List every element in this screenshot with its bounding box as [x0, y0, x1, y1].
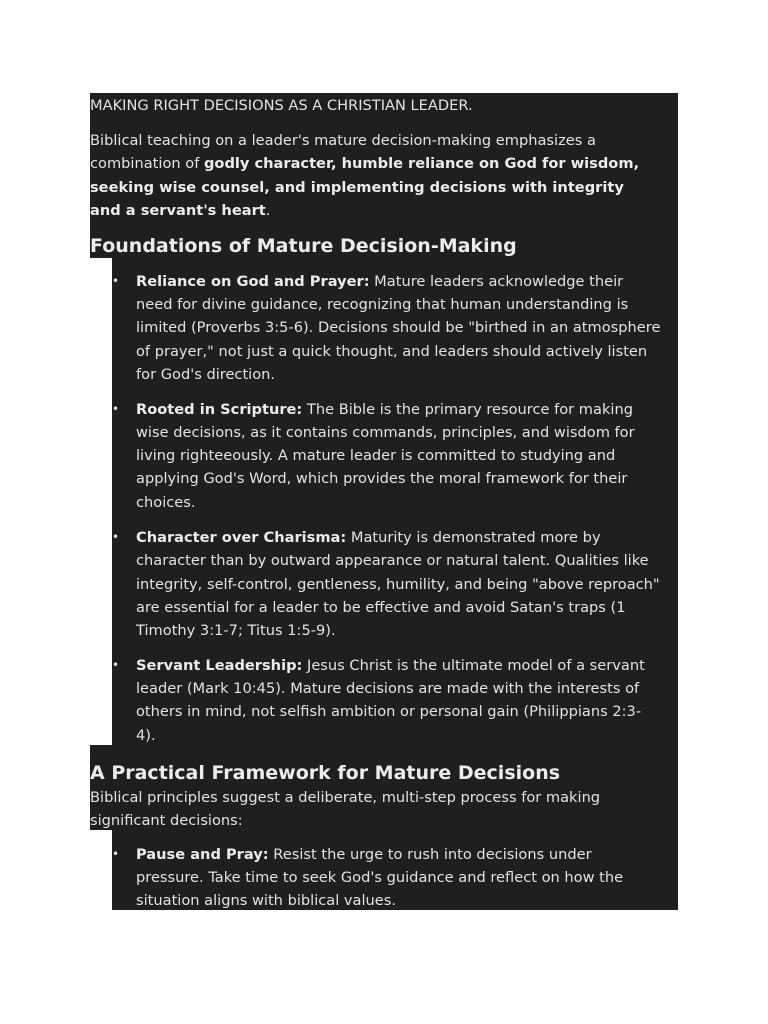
framework-intro-line: Biblical principles suggest a deliberate, multi-step process for making	[90, 789, 601, 806]
bullet-icon: •	[112, 274, 120, 288]
list-item-line: applying God's Word, which provides the moral framework for their	[136, 470, 628, 487]
list-item-label: Rooted in Scripture:	[136, 401, 303, 418]
intro-text: .	[265, 202, 271, 219]
list-item-line: situation aligns with biblical values.	[136, 892, 397, 909]
list-item-line: of prayer," not just a quick thought, and leaders should actively listen	[136, 343, 648, 360]
document-title: MAKING RIGHT DECISIONS AS A CHRISTIAN LEADER.	[90, 97, 473, 114]
intro-line: Biblical teaching on a leader's mature decision-making emphasizes a	[90, 132, 596, 149]
list-item-text: Jesus Christ is the ultimate model of a servant	[302, 657, 645, 674]
list-item-line	[136, 654, 645, 677]
list-item-line: choices.	[136, 494, 196, 511]
list-item-line	[136, 398, 633, 421]
list-item-line	[136, 526, 601, 549]
bullet-icon: •	[112, 530, 120, 544]
list-item-line: character than by outward appearance or natural talent. Qualities like	[136, 552, 649, 569]
list-item-line: leader (Mark 10:45). Mature decisions are made with the interests of	[136, 680, 640, 697]
list-item-text: Resist the urge to rush into decisions under	[268, 846, 592, 863]
list-item-line: limited (Proverbs 3:5-6). Decisions should be "birthed in an atmosphere	[136, 319, 661, 336]
list-item-text: Maturity is demonstrated more by	[346, 529, 601, 546]
list-item-line	[136, 270, 623, 293]
list-item-label: Servant Leadership:	[136, 657, 303, 674]
list-item-label: Reliance on God and Prayer:	[136, 273, 370, 290]
bullet-icon: •	[112, 658, 120, 672]
list-item-label: Pause and Pray:	[136, 846, 269, 863]
list-item-line	[136, 843, 592, 866]
list-item-line: need for divine guidance, recognizing that human understanding is	[136, 296, 629, 313]
list-item-label: Character over Charisma:	[136, 529, 347, 546]
list-item-line: living righteeously. A mature leader is committed to studying and	[136, 447, 616, 464]
intro-text: combination of	[90, 155, 204, 172]
section-heading-foundations: Foundations of Mature Decision-Making	[90, 235, 517, 257]
list-item-line: for God's direction.	[136, 366, 276, 383]
intro-emphasis: and a servant's heart	[90, 202, 266, 219]
intro-line	[90, 176, 624, 199]
list-item-line: others in mind, not selfish ambition or personal gain (Philippians 2:3-	[136, 703, 642, 720]
list-item-line: wise decisions, as it contains commands, principles, and wisdom for	[136, 424, 635, 441]
list-item-line: 4).	[136, 727, 156, 744]
intro-emphasis: godly character, humble reliance on God for wisdom,	[203, 155, 640, 172]
intro-line	[90, 199, 270, 222]
list-item-line: are essential for a leader to be effective and avoid Satan's traps (1	[136, 599, 626, 616]
intro-emphasis: seeking wise counsel, and implementing decisions with integrity	[90, 179, 624, 196]
list-item-text: Mature leaders acknowledge their	[369, 273, 624, 290]
framework-intro-line: significant decisions:	[90, 812, 243, 829]
list-item-text: The Bible is the primary resource for making	[302, 401, 633, 418]
intro-line	[90, 152, 639, 175]
bullet-icon: •	[112, 847, 120, 861]
list-item-line: pressure. Take time to seek God's guidance and reflect on how the	[136, 869, 624, 886]
section-heading-framework: A Practical Framework for Mature Decisions	[90, 762, 561, 784]
bullet-icon: •	[112, 402, 120, 416]
list-item-line: Timothy 3:1-7; Titus 1:5-9).	[136, 622, 336, 639]
list-item-line: integrity, self-control, gentleness, humility, and being "above reproach"	[136, 576, 660, 593]
